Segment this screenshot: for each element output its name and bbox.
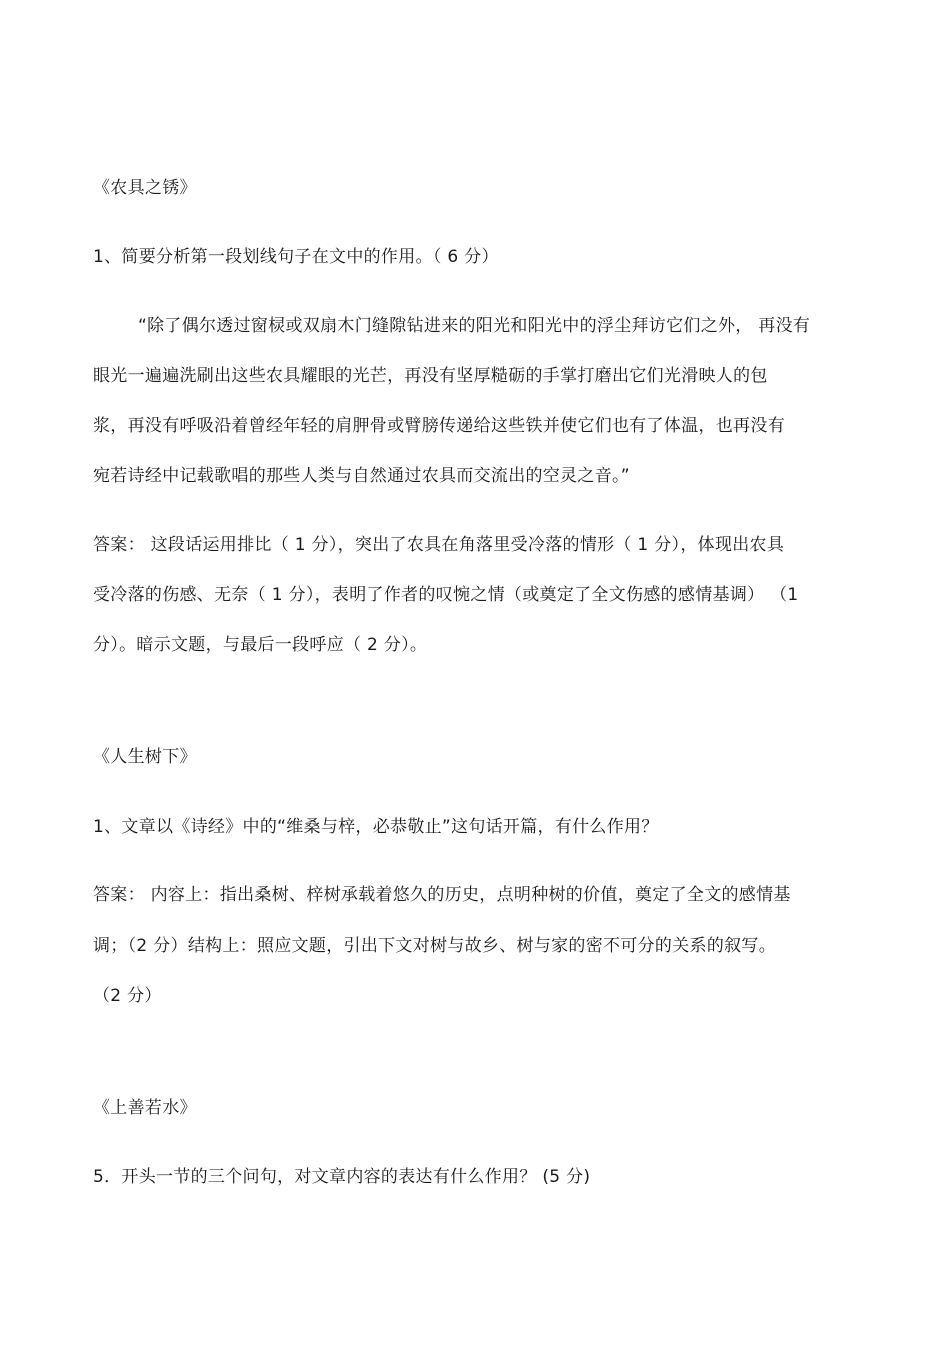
answer-line: 分）。暗示文题，与最后一段呼应（ 2 分）。 — [93, 635, 428, 655]
quote-line: 宛若诗经中记载歌唱的那些人类与自然通过农具而交流出的空灵之音。” — [93, 466, 630, 486]
quote-line: “除了偶尔透过窗棂或双扇木门缝隙钻进来的阳光和阳光中的浮尘拜访它们之外， 再没有 — [138, 316, 811, 336]
quote-line: 眼光一遍遍洗刷出这些农具耀眼的光芒，再没有坚厚糙砺的手掌打磨出它们光滑映人的包 — [93, 366, 768, 386]
answer-line: 答案： 这段话运用排比（ 1 分），突出了农具在角落里受冷落的情形（ 1 分），体现出农具 — [93, 535, 785, 555]
section-title: 《人生树下》 — [93, 747, 197, 767]
section-title: 《上善若水》 — [93, 1098, 197, 1118]
answer-line: 受冷落的伤感、无奈（ 1 分），表明了作者的叹惋之情（或奠定了全文伤感的感情基调） （1 — [93, 585, 799, 605]
question-text: 1、简要分析第一段划线句子在文中的作用。（ 6 分） — [93, 247, 499, 267]
question-text: 1、文章以《诗经》中的“维桑与梓，必恭敬止”这句话开篇，有什么作用？ — [93, 817, 659, 837]
answer-line: （2 分） — [93, 986, 162, 1006]
section-title: 《农具之锈》 — [93, 178, 197, 198]
quote-line: 浆，再没有呼吸沿着曾经年轻的肩胛骨或臂膀传递给这些铁并使它们也有了体温，也再没有 — [93, 416, 785, 436]
question-text: 5．开头一节的三个问句，对文章内容的表达有什么作用？ (5 分) — [93, 1167, 591, 1187]
answer-line: 调；（2 分）结构上：照应文题，引出下文对树与故乡、树与家的密不可分的关系的叙写。 — [93, 936, 777, 956]
answer-line: 答案： 内容上：指出桑树、梓树承载着悠久的历史，点明种树的价值，奠定了全文的感情基 — [93, 885, 791, 905]
